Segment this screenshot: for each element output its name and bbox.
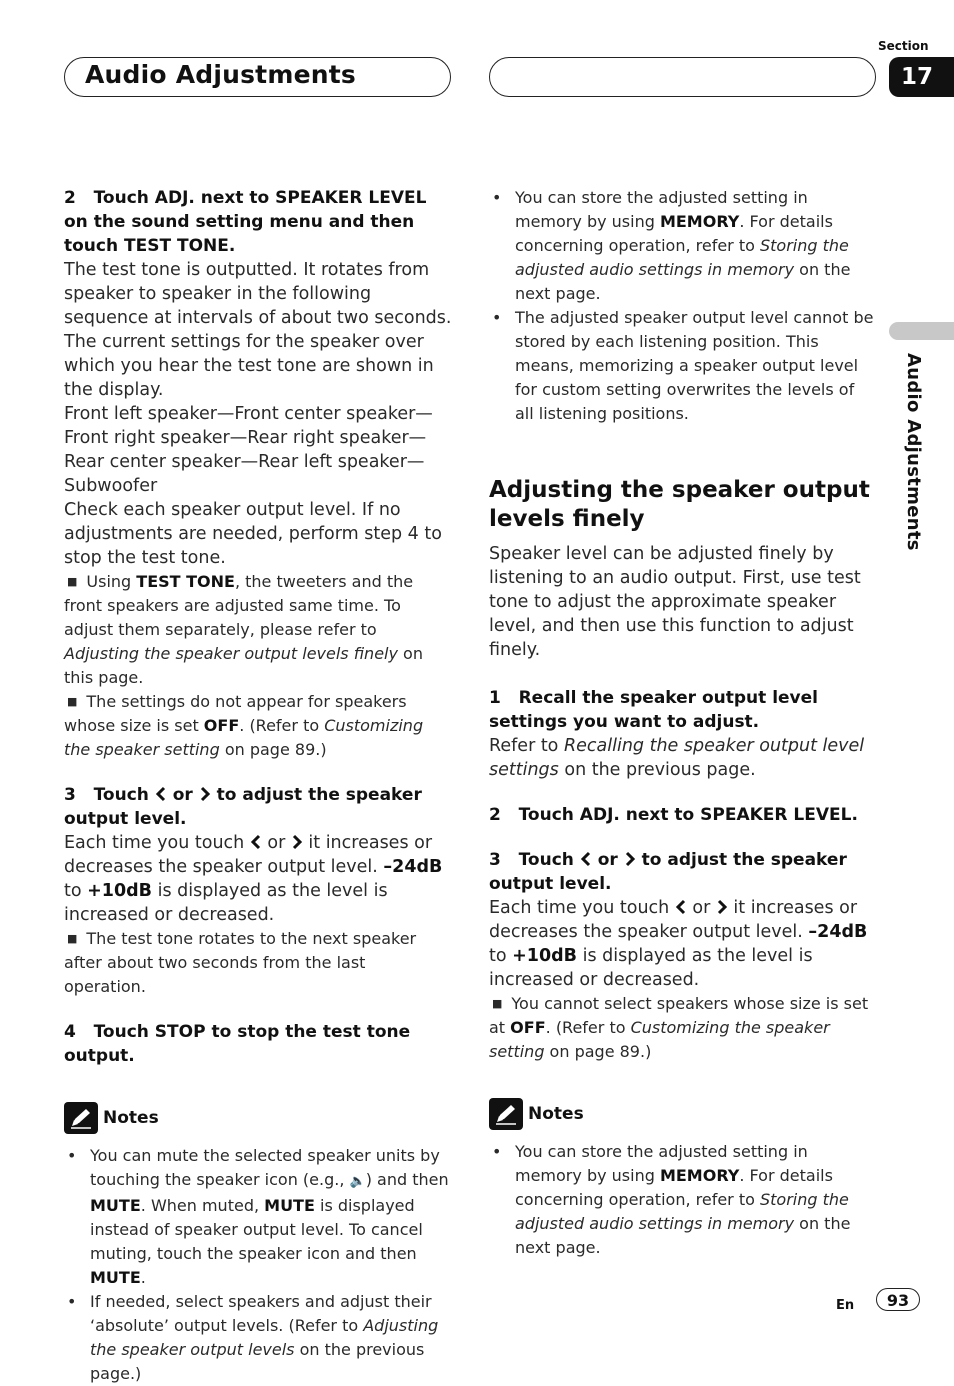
step-1-paragraph: Refer to Recalling the speaker output level settings on the previous page.: [489, 736, 865, 780]
notes-pencil-icon: [489, 1098, 523, 1130]
bullet-store-memory: • You can store the adjusted setting in memory by using MEMORY. For details concerning operation, refer to Storing the adjusted audio settings in memory on the next page.: [489, 186, 877, 306]
chevron-right-icon: [199, 786, 211, 802]
step-2-note-1: ■ Using TEST TONE, the tweeters and the front speakers are adjusted same time. To adjust them separately, please refer to Adjusting the speaker output levels finely on this page.: [64, 572, 423, 687]
step-2-sequence: Front left speaker—Front center speaker—Front right speaker—Rear right speaker—Rear center speaker—Rear left speaker—Subwoofer: [64, 404, 433, 496]
square-bullet-icon: ■: [67, 695, 78, 708]
notes-item-mute: • You can mute the selected speaker units by touching the speaker icon (e.g., 🔈) and then MUTE. When muted, MUTE is displayed instead of speaker output level. To cancel muting, touch the speaker icon and then MUTE.: [64, 1144, 452, 1290]
step-2-paragraph-3: Check each speaker output level. If no adjustments are needed, perform step 4 to stop the test tone.: [64, 500, 442, 568]
step-3-paragraph: Each time you touch or it increases or decreases the speaker output level. –24dB to +10dB is displayed as the level is increased or decreased.: [64, 833, 443, 925]
header-right-frame: [489, 57, 876, 97]
step-2-heading-right: 2 Touch ADJ. next to SPEAKER LEVEL.: [489, 805, 858, 825]
section-heading: Adjusting the speaker output levels finely: [489, 477, 870, 532]
square-bullet-icon: ■: [67, 932, 78, 945]
notes-header: [64, 1102, 452, 1134]
step-2-note-2: ■ The settings do not appear for speakers whose size is set OFF. (Refer to Customizing the speaker setting on page 89.): [64, 692, 424, 759]
notes-item-store-memory: • You can store the adjusted setting in memory by using MEMORY. For details concerning operation, refer to Storing the adjusted audio settings in memory on the next page.: [489, 1140, 877, 1260]
chevron-right-icon: [624, 851, 636, 867]
page-title: Audio Adjustments: [85, 60, 356, 89]
chevron-left-icon: [675, 899, 687, 915]
step-4-heading: 4 Touch STOP to stop the test tone output.: [64, 1022, 411, 1066]
notes-pencil-icon: [64, 1102, 98, 1134]
notes-list: [64, 1144, 452, 1386]
step-1-heading: 1 Recall the speaker output level settings you want to adjust.: [489, 688, 818, 732]
notes-item-absolute: • If needed, select speakers and adjust their ‘absolute’ output levels. (Refer to Adjusting the speaker output levels on the previous page.): [64, 1290, 452, 1386]
chevron-left-icon: [250, 834, 262, 850]
side-tab-marker: [889, 322, 954, 340]
notes-list-right: [489, 1140, 877, 1260]
top-bullets: [489, 186, 877, 426]
chevron-right-icon: [716, 899, 728, 915]
notes-title: Notes: [103, 1108, 159, 1128]
step-2-paragraph-1: The test tone is outputted. It rotates from speaker to speaker in the following sequence at intervals of about two seconds. The current settings for the speaker over which you hear the test tone are shown in the display.: [64, 260, 452, 400]
page-language: En: [836, 1298, 855, 1313]
side-section-label: Audio Adjustments: [903, 353, 924, 551]
left-column: [64, 186, 452, 1386]
chevron-right-icon: [291, 834, 303, 850]
notes-header-right: [489, 1098, 877, 1130]
chevron-left-icon: [580, 851, 592, 867]
section-intro: Speaker level can be adjusted finely by listening to an audio output. First, use test tone to adjust the approximate speaker level, and then use this function to adjust finely.: [489, 544, 861, 660]
square-bullet-icon: ■: [67, 575, 78, 588]
speaker-icon: 🔈: [349, 1174, 366, 1189]
section-number-badge: 17: [889, 57, 954, 97]
step-3-paragraph-right: Each time you touch or it increases or decreases the speaker output level. –24dB to +10dB is displayed as the level is increased or decreased.: [489, 898, 868, 990]
step-3-heading: 3 Touch or to adjust the speaker output level.: [64, 785, 422, 829]
header-title-frame: [64, 57, 451, 97]
section-label: Section: [878, 39, 929, 53]
bullet-listening-position: • The adjusted speaker output level cannot be stored by each listening position. This means, memorizing a speaker output level for custom setting overwrites the levels of all listening positions.: [489, 306, 877, 426]
right-column: [489, 186, 877, 1260]
step-3-heading-right: 3 Touch or to adjust the speaker output level.: [489, 850, 847, 894]
step-3-note: ■ The test tone rotates to the next speaker after about two seconds from the last operation.: [64, 929, 417, 996]
chevron-left-icon: [155, 786, 167, 802]
notes-title-right: Notes: [528, 1104, 584, 1124]
square-bullet-icon: ■: [492, 997, 503, 1010]
page-number: 93: [876, 1288, 920, 1311]
step-2-heading: 2 Touch ADJ. next to SPEAKER LEVEL on the sound setting menu and then touch TEST TONE.: [64, 188, 427, 256]
step-3-note-right: ■ You cannot select speakers whose size is set at OFF. (Refer to Customizing the speaker setting on page 89.): [489, 994, 869, 1061]
